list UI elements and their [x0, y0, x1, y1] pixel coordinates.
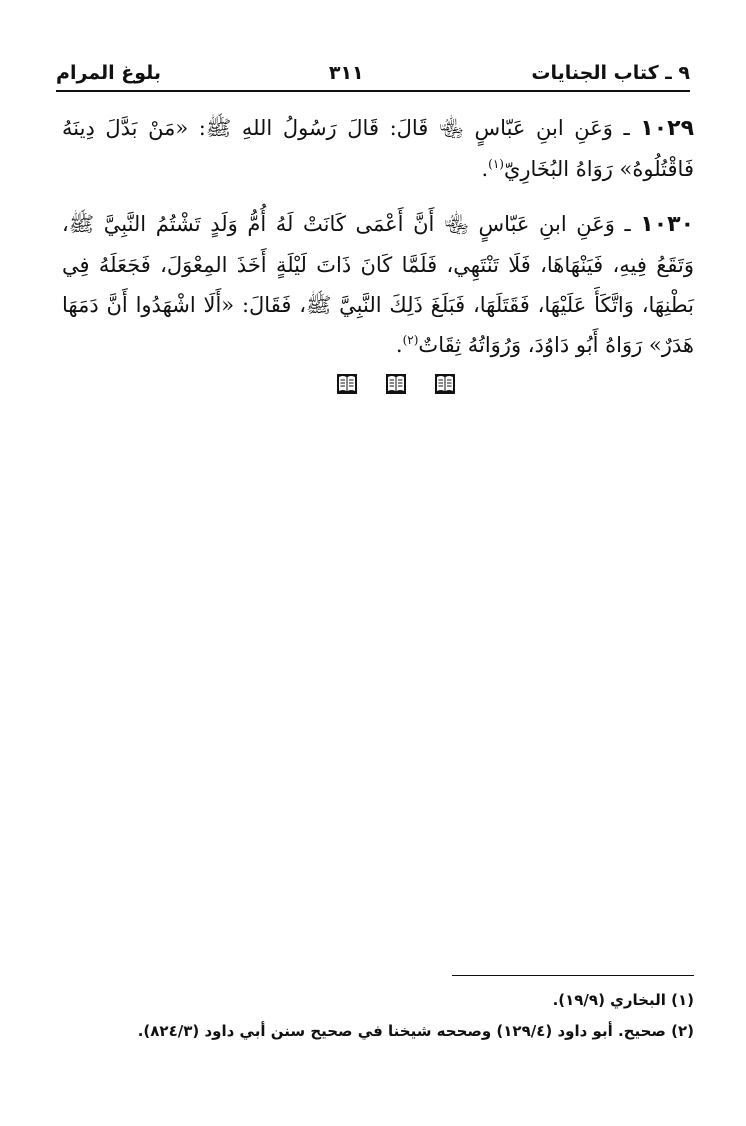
hadith-text: ـ وَعَنِ ابنِ عَبّاسٍ ﵄ أَنَّ أَعْمَى كَانَتْ لَهُ أُمُّ وَلَدٍ تَشْتُمُ النَّبِيَّ ﷺ، وَتَقَعُ فِيهِ، فَيَنْهَاهَا، فَلَا تَنْتَهِي، فَلَمَّا كَانَ ذَاتَ لَيْلَةٍ أَخَذَ المِعْوَلَ، فَجَعَلَهُ فِي بَطْنِهَا، وَاتَّكَأَ عَلَيْهَا، فَقَتَلَهَا، فَبَلَغَ ذَلِكَ النَّبِيَّ ﷺ، فَقَالَ: «أَلَا اشْهَدُوا أَنَّ دَمَهَا هَدَرٌ» رَوَاهُ أَبُو دَاوُدَ، وَرُوَاتُهُ ثِقَاتٌ [62, 212, 694, 357]
book-icon [434, 372, 456, 396]
running-header [56, 58, 690, 88]
footnote-ref[interactable]: (٢) [402, 333, 419, 347]
book-icon [336, 372, 358, 396]
header-divider [56, 90, 690, 92]
hadith-1030 [62, 204, 694, 365]
footnote-text: صحيح. أبو داود (١٢٩/٤) وصححه شيخنا في صحيح سنن أبي داود (٨٢٤/٣). [137, 1022, 666, 1040]
footnote-ref[interactable]: (١) [488, 157, 504, 171]
hadith-number: ١٠٢٩ [640, 116, 694, 141]
footnote-1 [62, 988, 694, 1012]
hadith-end: . [395, 333, 403, 357]
footnote-text: البخاري (١٩/٩). [552, 991, 666, 1009]
chapter-title: ٩ ـ كتاب الجنايات [531, 62, 690, 84]
hadith-1029 [62, 108, 694, 189]
book-title: بلوغ المرام [56, 62, 162, 84]
hadith-text: ـ وَعَنِ ابنِ عَبّاسٍ ﵄ قَالَ: قَالَ رَسُولُ اللهِ ﷺ: «مَنْ بَدَّلَ دِينَهُ فَاقْتُلُوهُ» رَوَاهُ البُخَارِيّ [62, 116, 694, 181]
footnote-2 [62, 1019, 694, 1043]
book-icon [385, 372, 407, 396]
page-number: ٣١١ [328, 62, 364, 84]
footnote-divider [452, 975, 694, 976]
hadith-end: . [481, 157, 489, 181]
hadith-number: ١٠٣٠ [640, 212, 694, 237]
section-ornament [336, 372, 456, 398]
footnote-marker: (٢) [671, 1022, 694, 1040]
footnote-marker: (١) [671, 991, 694, 1009]
